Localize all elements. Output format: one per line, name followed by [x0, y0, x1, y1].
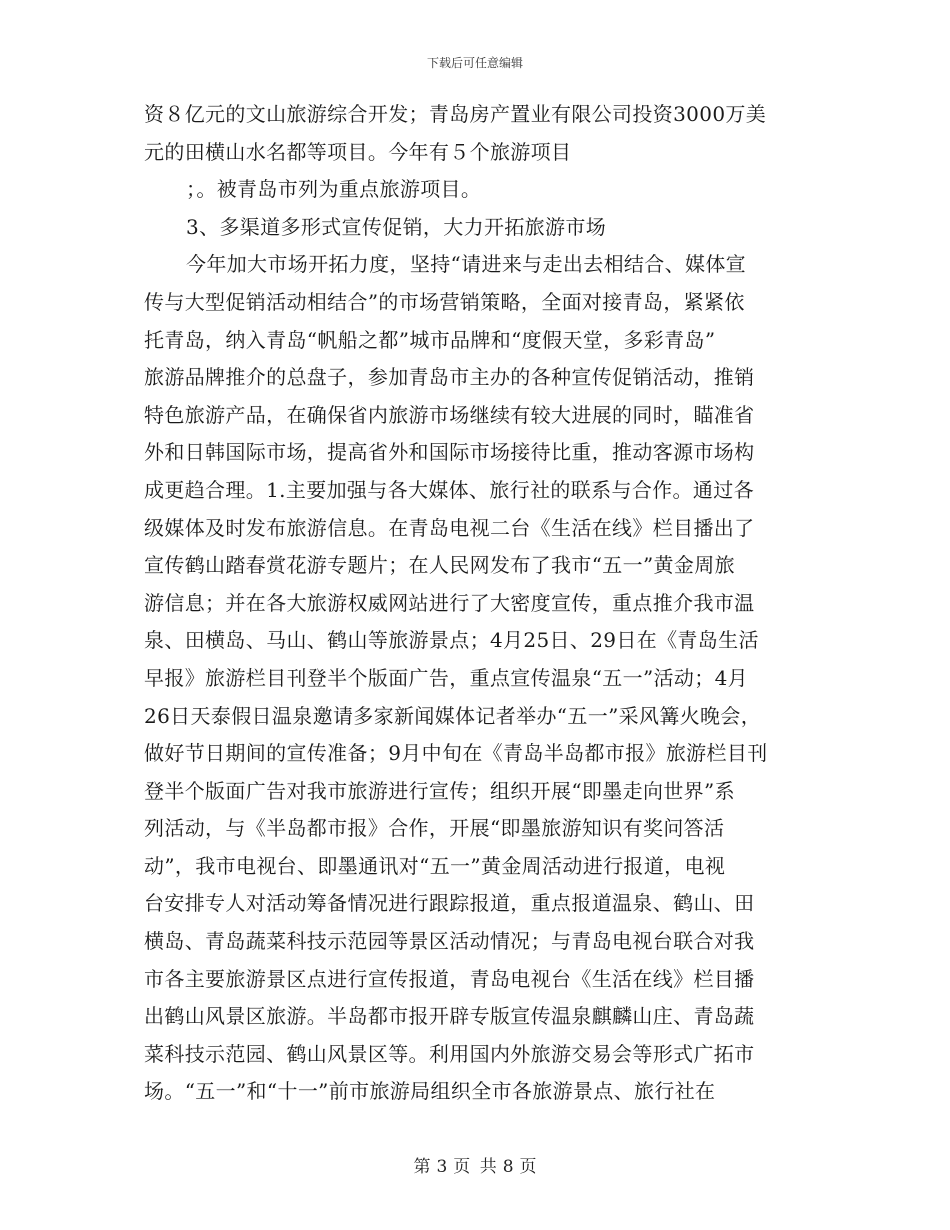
body-line-11: 成更趋合理。1.主要加强与各大媒体、旅行社的联系与合作。通过各: [144, 477, 754, 502]
body-line-23: 横岛、青岛蔬菜科技示范园等景区活动情况；与青岛电视台联合对我: [144, 929, 755, 954]
body-line-9: 特色旅游产品，在确保省内旅游市场继续有较大进展的同时，瞄准省: [144, 402, 755, 427]
body-line-5: 今年加大市场开拓力度，坚持“请进来与走出去相结合、媒体宣: [186, 252, 747, 277]
document-body: [144, 96, 816, 1111]
body-line-10: 外和日韩国际市场，提高省外和国际市场接待比重，推动客源市场构: [144, 440, 755, 465]
total-pages-number: 8: [502, 1157, 514, 1177]
body-line-25: 出鹤山风景区旅游。半岛都市报开辟专版宣传温泉麒麟山庄、青岛蔬: [144, 1004, 755, 1029]
body-line-7: 托青岛，纳入青岛“帆船之都”城市品牌和“度假天堂，多彩青岛”: [144, 327, 716, 352]
body-line-3: ；。被青岛市列为重点旅游项目。: [186, 177, 482, 202]
body-line-21: 动”，我市电视台、即墨通讯对“五一”黄金周活动进行报道，电视: [144, 853, 726, 878]
page-footer: [0, 1152, 950, 1177]
body-line-13: 宣传鹤山踏春赏花游专题片；在人民网发布了我市“五一”黄金周旅: [144, 553, 735, 578]
page-header-note: 下载后可任意编辑: [426, 56, 523, 70]
current-page-number: 3: [436, 1157, 448, 1177]
footer-prefix: 第: [413, 1157, 431, 1177]
body-line-26: 菜科技示范园、鹤山风景区等。利用国内外旅游交易会等形式广拓市: [144, 1041, 755, 1066]
body-line-12: 级媒体及时发布旅游信息。在青岛电视二台《生活在线》栏目播出了: [144, 515, 755, 540]
body-line-19: 登半个版面广告对我市旅游进行宣传；组织开展“即墨走向世界”系: [144, 778, 735, 803]
body-line-24: 市各主要旅游景区点进行宣传报道，青岛电视台《生活在线》栏目播: [144, 966, 755, 991]
footer-middle: 页 共: [453, 1157, 497, 1177]
body-line-27: 场。“五一”和“十一”前市旅游局组织全市各旅游景点、旅行社在: [144, 1079, 716, 1104]
body-line-14: 游信息；并在各大旅游权威网站进行了大密度宣传，重点推介我市温: [144, 590, 755, 615]
body-line-18: 做好节日期间的宣传准备；9月中旬在《青岛半岛都市报》旅游栏目刊: [144, 741, 768, 766]
section-heading: 3、多渠道多形式宣传促销，大力开拓旅游市场: [186, 214, 607, 239]
footer-suffix: 页: [519, 1157, 537, 1177]
body-line-17: 26日天泰假日温泉邀请多家新闻媒体记者举办“五一”采风篝火晚会，: [144, 703, 762, 728]
body-line-22: 台安排专人对活动筹备情况进行跟踪报道，重点报道温泉、鹤山、田: [144, 891, 755, 916]
body-line-20: 列活动，与《半岛都市报》合作，开展“即墨旅游知识有奖问答活: [144, 816, 725, 841]
body-line-2: 元的田横山水名都等项目。今年有５个旅游项目: [144, 139, 572, 164]
body-line-6: 传与大型促销活动相结合”的市场营销策略，全面对接青岛，紧紧依: [144, 289, 745, 314]
body-line-15: 泉、田横岛、马山、鹤山等旅游景点；4月25日、29日在《青岛生活: [144, 628, 759, 653]
body-line-1: 资８亿元的文山旅游综合开发；青岛房产置业有限公司投资3000万美: [144, 102, 767, 126]
body-line-16: 早报》旅游栏目刊登半个版面广告，重点宣传温泉“五一”活动；4月: [144, 665, 749, 690]
body-line-8: 旅游品牌推介的总盘子，参加青岛市主办的各种宣传促销活动，推销: [144, 365, 755, 390]
